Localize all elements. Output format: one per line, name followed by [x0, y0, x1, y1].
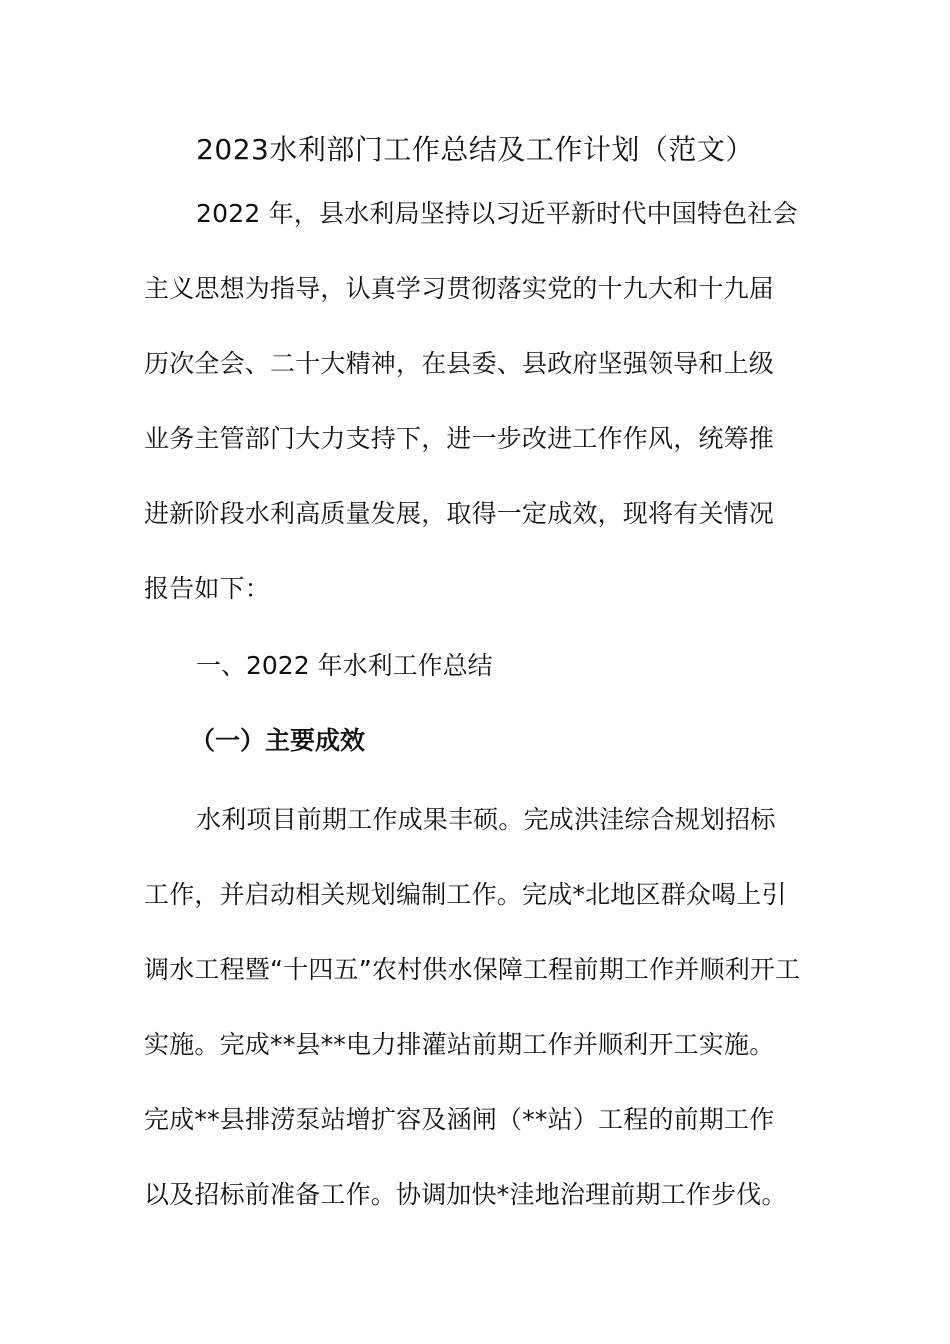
- paragraph-line: 主义思想为指导，认真学习贯彻落实党的十九大和十九届: [144, 274, 775, 303]
- section-heading: 一、2022 年水利工作总结: [196, 651, 493, 680]
- paragraph-line: 实施。完成**县**电力排灌站前期工作并顺利开工实施。: [144, 1030, 775, 1059]
- body-paragraph: [144, 782, 810, 1232]
- paragraph-line: 2022 年，县水利局坚持以习近平新时代中国特色社会: [196, 199, 798, 228]
- paragraph-line: 报告如下：: [144, 574, 271, 603]
- paragraph-line: 以及招标前准备工作。协调加快*洼地治理前期工作步伐。: [144, 1180, 787, 1209]
- paragraph-line: 历次全会、二十大精神，在县委、县政府坚强领导和上级: [144, 349, 775, 378]
- paragraph-line: 工作，并启动相关规划编制工作。完成*北地区群众喝上引: [144, 880, 787, 909]
- paragraph-line: 业务主管部门大力支持下，进一步改进工作作风，统筹推: [144, 424, 775, 453]
- sub-heading: （一）主要成效: [190, 726, 366, 755]
- intro-paragraph: [144, 176, 810, 626]
- paragraph-line: 调水工程暨“十四五”农村供水保障工程前期工作并顺利开工: [144, 955, 801, 984]
- paragraph-line: 完成**县排涝泵站增扩容及涵闸（**站）工程的前期工作: [144, 1105, 775, 1134]
- document-title: 2023水利部门工作总结及工作计划（范文）: [196, 133, 754, 166]
- paragraph-line: 进新阶段水利高质量发展，取得一定成效，现将有关情况: [144, 499, 775, 528]
- paragraph-line: 水利项目前期工作成果丰硕。完成洪洼综合规划招标: [196, 805, 776, 834]
